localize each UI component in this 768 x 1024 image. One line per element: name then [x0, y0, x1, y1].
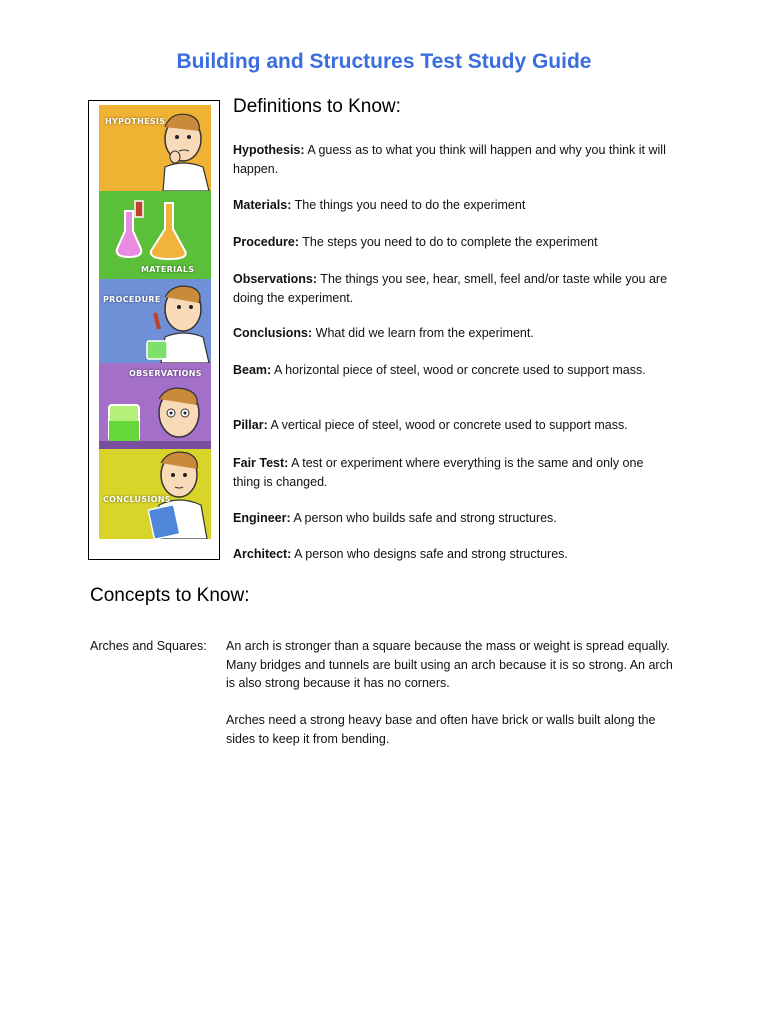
- concepts-heading: Concepts to Know:: [90, 585, 250, 606]
- hypothesis-panel: [99, 105, 211, 191]
- definition-text: The things you need to do the experiment: [291, 198, 526, 212]
- definition-text: A person who designs safe and strong structures.: [291, 547, 568, 561]
- definition-item: [233, 361, 673, 380]
- definition-text: A vertical piece of steel, wood or concrete used to support mass.: [267, 418, 628, 432]
- definition-term: Engineer:: [233, 511, 291, 525]
- definition-item: [233, 324, 673, 343]
- concept-term: Arches and Squares:: [90, 639, 207, 653]
- concept-paragraph: An arch is stronger than a square because the mass or weight is spread equally. Many bridges and tunnels are built using an arch because it is so strong. An arch is also strong because it has no corners.: [226, 639, 673, 690]
- definition-term: Materials:: [233, 198, 292, 212]
- hypothesis-panel-label: HYPOTHESIS: [105, 117, 166, 126]
- definition-term: Observations:: [233, 272, 318, 286]
- definition-item: [233, 196, 673, 215]
- page-title: Building and Structures Test Study Guide: [176, 50, 592, 73]
- definition-term: Beam:: [233, 363, 272, 377]
- conclusions-panel: [99, 449, 211, 539]
- definition-text: A horizontal piece of steel, wood or concrete used to support mass.: [271, 363, 646, 377]
- observations-panel-label: OBSERVATIONS: [129, 369, 202, 378]
- definitions-heading: Definitions to Know:: [233, 96, 401, 117]
- definition-term: Conclusions:: [233, 326, 313, 340]
- definition-text: A test or experiment where everything is the same and only one thing is changed.: [233, 456, 644, 489]
- definition-item: [233, 270, 673, 307]
- definition-text: A guess as to what you think will happen and why you think it will happen.: [233, 143, 666, 176]
- definition-text: What did we learn from the experiment.: [312, 326, 534, 340]
- definition-item: [233, 141, 673, 178]
- materials-panel-label: MATERIALS: [141, 265, 195, 274]
- procedure-panel-label: PROCEDURE: [103, 295, 161, 304]
- thinking-scientist-icon: [99, 105, 211, 191]
- observing-scientist-icon: [99, 363, 211, 449]
- definition-text: The things you see, hear, smell, feel and/or taste while you are doing the experiment.: [233, 272, 668, 305]
- definition-text: A person who builds safe and strong structures.: [290, 511, 557, 525]
- definition-item: [233, 454, 673, 491]
- definition-item: [233, 416, 673, 435]
- scientific-method-illustration: [88, 100, 220, 560]
- definition-term: Hypothesis:: [233, 143, 305, 157]
- definition-term: Architect:: [233, 547, 292, 561]
- conclusions-panel-label: CONCLUSIONS: [103, 495, 171, 504]
- definition-item: [233, 509, 673, 528]
- definition-term: Procedure:: [233, 235, 299, 249]
- writing-scientist-icon: [99, 449, 211, 539]
- definition-text: The steps you need to do to complete the experiment: [299, 235, 598, 249]
- materials-panel: [99, 191, 211, 279]
- concept-paragraph: Arches need a strong heavy base and often have brick or walls built along the sides to keep it from bending.: [226, 713, 656, 746]
- procedure-panel: [99, 279, 211, 363]
- definition-item: [233, 233, 673, 252]
- observations-panel: [99, 363, 211, 449]
- definition-term: Pillar:: [233, 418, 268, 432]
- definition-item: [233, 545, 673, 564]
- experimenting-scientist-icon: [99, 279, 211, 363]
- definition-term: Fair Test:: [233, 456, 289, 470]
